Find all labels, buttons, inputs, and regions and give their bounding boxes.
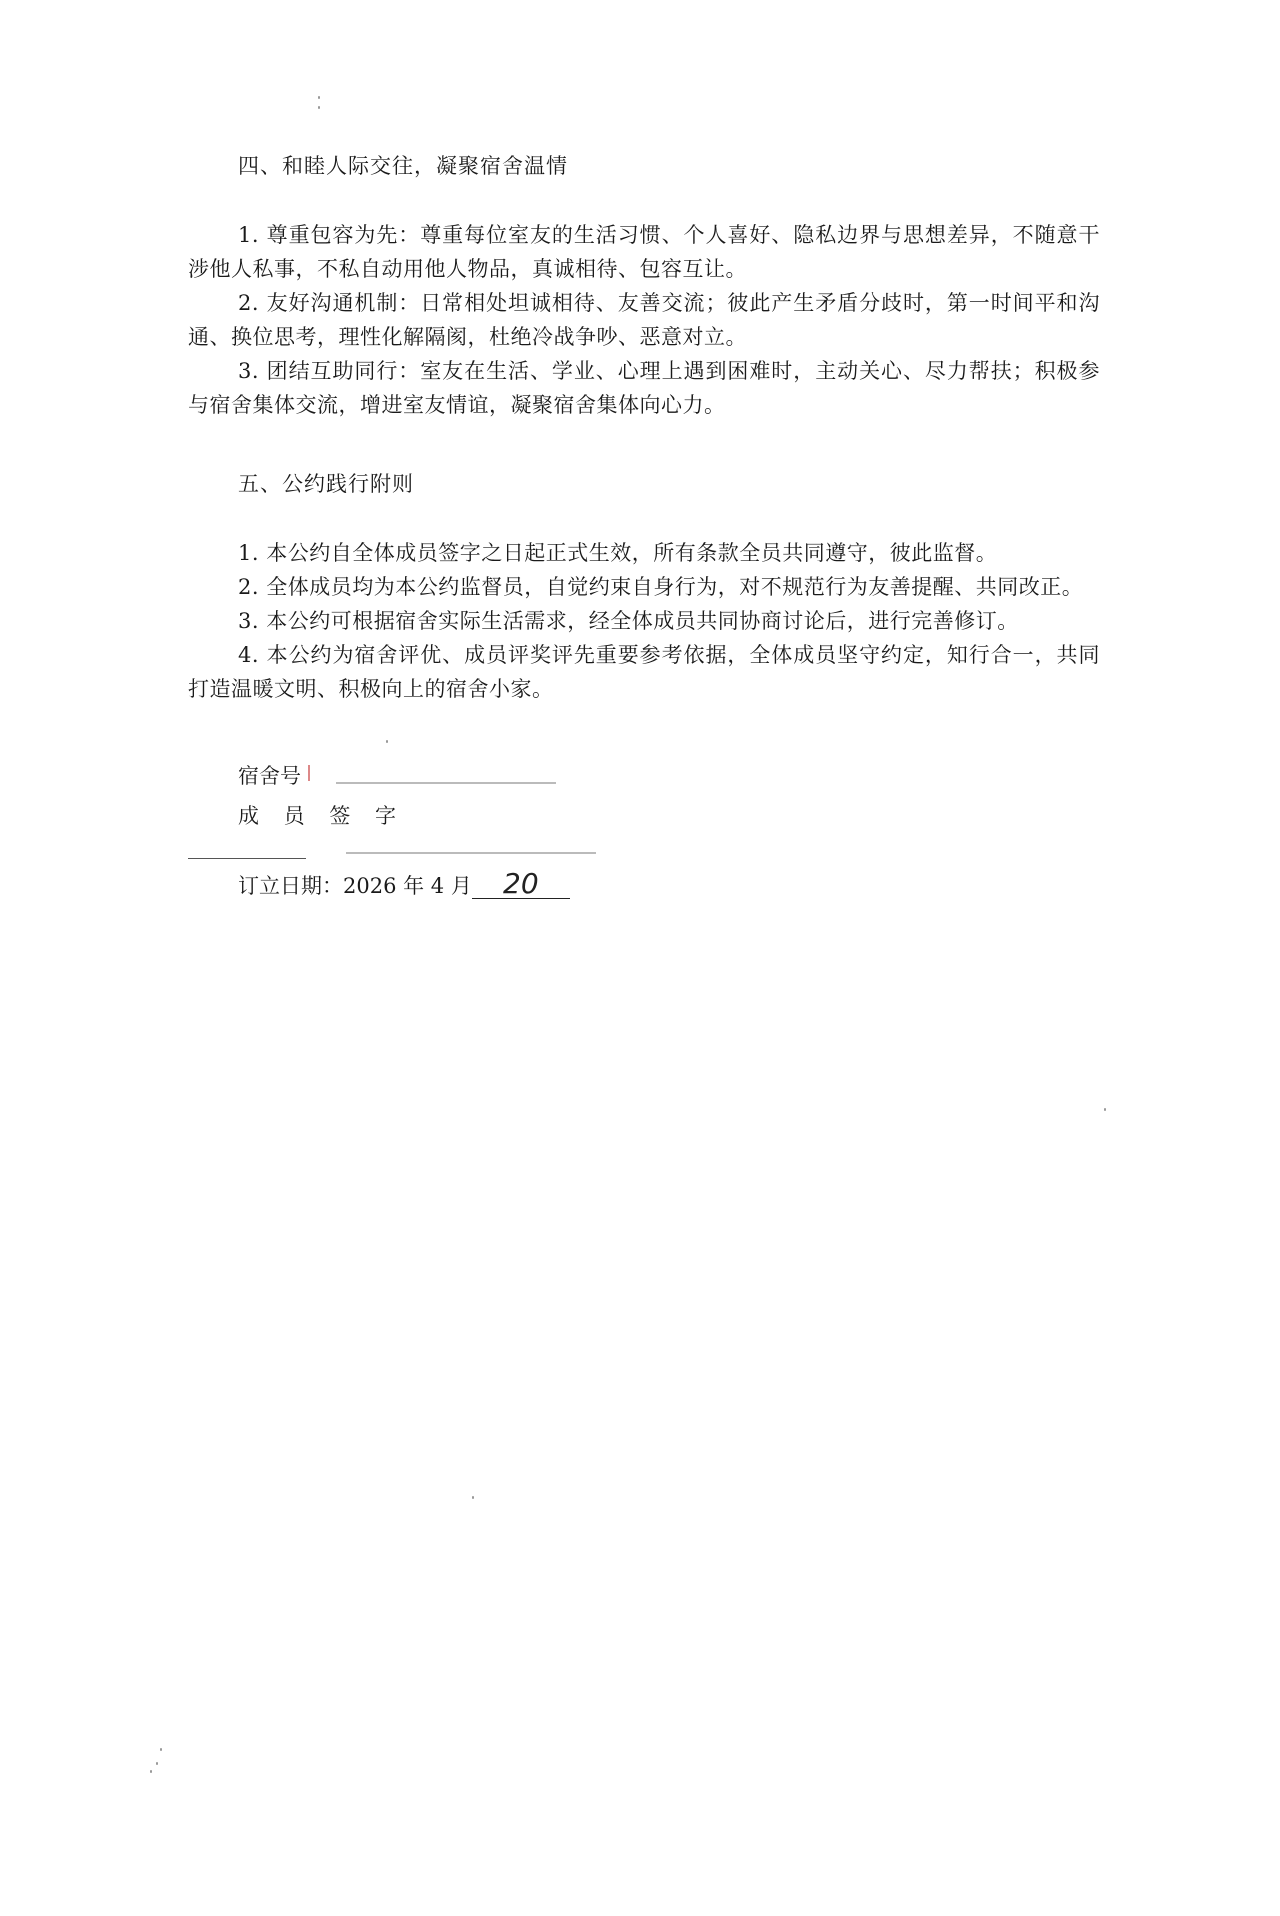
section-5-item-2: 2. 全体成员均为本公约监督员，自觉约束自身行为，对不规范行为友善提醒、共同改正。 bbox=[238, 575, 1084, 599]
section-5-item-4: 4. 本公约为宿舍评优、成员评奖评先重要参考依据，全体成员坚守约定，知行合一，共同打造温暖文明、积极向上的宿舍小家。 bbox=[188, 643, 1100, 701]
scan-speck bbox=[160, 1748, 162, 1751]
section-4-heading: 四、和睦人际交往，凝聚宿舍温情 bbox=[238, 154, 568, 178]
section-5-heading: 五、公约践行附则 bbox=[238, 472, 414, 496]
section-4-body bbox=[188, 218, 1100, 422]
scan-speck bbox=[318, 96, 320, 99]
section-5-item-3: 3. 本公约可根据宿舍实际生活需求，经全体成员共同协商讨论后，进行完善修订。 bbox=[238, 609, 1019, 633]
section-5-body bbox=[188, 536, 1100, 706]
scan-speck bbox=[156, 1762, 158, 1765]
signature-stroke-1 bbox=[188, 858, 306, 859]
dorm-number-label: 宿舍号 bbox=[238, 764, 301, 788]
date-row bbox=[238, 867, 570, 900]
section-4-item-3: 3. 团结互助同行：室友在生活、学业、心理上遇到困难时，主动关心、尽力帮扶；积极参与宿舍集体交流，增进室友情谊，凝聚宿舍集体向心力。 bbox=[188, 359, 1100, 417]
scan-speck bbox=[150, 1770, 152, 1773]
scan-speck bbox=[1104, 1108, 1106, 1111]
scan-speck bbox=[386, 740, 388, 743]
date-label: 订立日期：2026 年 4 月 bbox=[238, 874, 472, 898]
section-4-item-2: 2. 友好沟通机制：日常相处坦诚相待、友善交流；彼此产生矛盾分歧时，第一时间平和沟通、换位思考，理性化解隔阂，杜绝冷战争吵、恶意对立。 bbox=[188, 291, 1100, 349]
scan-speck bbox=[318, 106, 320, 109]
section-5-item-1: 1. 本公约自全体成员签字之日起正式生效，所有条款全员共同遵守，彼此监督。 bbox=[238, 541, 998, 565]
scan-speck bbox=[472, 1496, 474, 1499]
section-4-item-1: 1. 尊重包容为先：尊重每位室友的生活习惯、个人喜好、隐私边界与思想差异，不随意干涉他人私事，不私自动用他人物品，真诚相待、包容互让。 bbox=[188, 223, 1100, 281]
red-ink-mark bbox=[308, 765, 310, 781]
signature-stroke-2 bbox=[346, 852, 596, 854]
date-day-handwritten: 20 bbox=[472, 870, 570, 899]
member-signature-label: 成 员 签 字 bbox=[238, 804, 406, 828]
dorm-number-line bbox=[336, 782, 556, 784]
